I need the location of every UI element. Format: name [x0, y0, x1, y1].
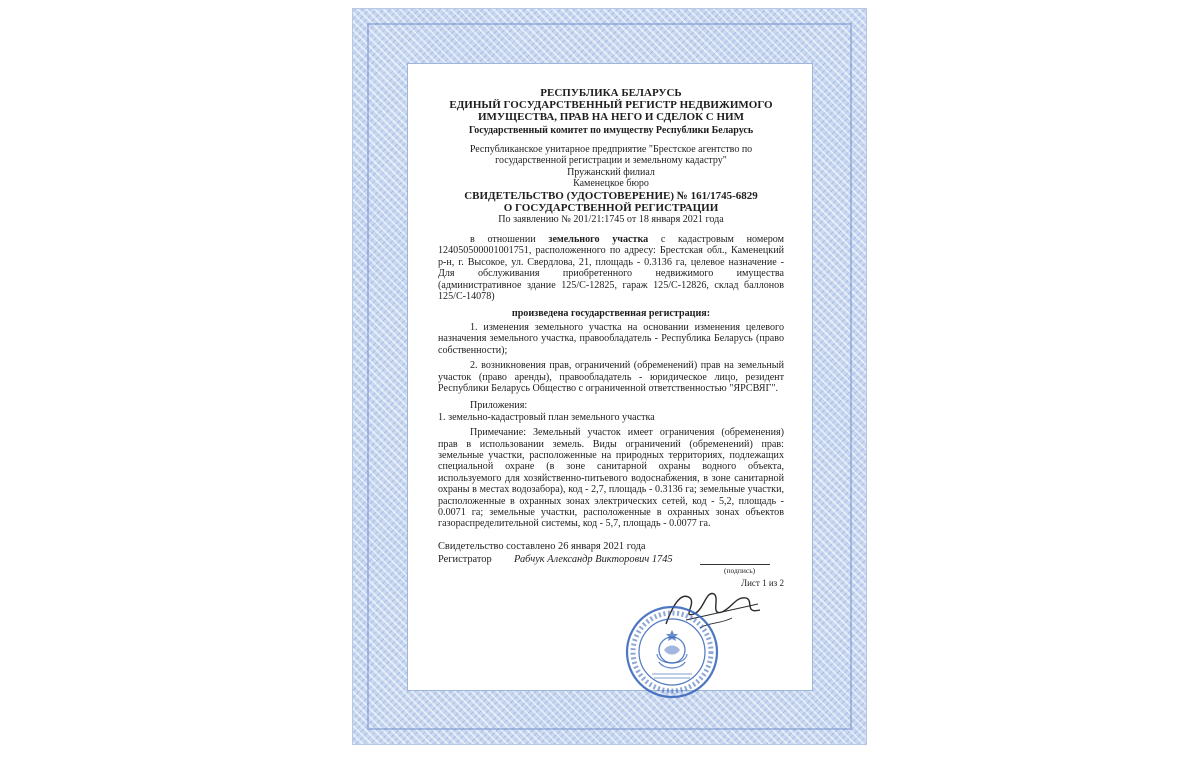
certificate-title-2: О ГОСУДАРСТВЕННОЙ РЕГИСТРАЦИИ [503, 201, 719, 214]
attachment-item-1: 1. земельно-кадастровый план земельного участка [438, 411, 655, 423]
note-paragraph: Примечание: Земельный участок имеет ограничения (обременения) прав в использовании земель. Виды ограничений (обременений) прав: земельные участки, расположенные на природных территориях, подлежащих специальной охране (в зоне санитарной охраны водного объекта, используемого для хозяйственно-питьевого водоснабжения, в зоне санитарной охраны в местах водозабора), код - 2,7, площадь - 0.3136 га; земельные участки, расположенные в охранных зонах электрических сетей, код - 5,2, площадь - 0.0071 га; земельные участки, расположенные в охранных зонах объектов газораспределительной системы, код - 5,7, площадь - 0.0077 га. [438, 427, 784, 530]
registration-item-1: 1. изменения земельного участка на основании изменения целевого назначения земельного участка, правообладатель - Республика Беларусь (право собственности); [438, 321, 784, 356]
agency-block [438, 144, 784, 190]
certificate-title-1: СВИДЕТЕЛЬСТВО (УДОСТОВЕРЕНИЕ) № 161/1745-6829 [464, 189, 758, 202]
certificate-frame [352, 8, 867, 745]
subject-intro: в отношении [470, 234, 549, 246]
agency-branch: Пружанский филиал [567, 166, 655, 178]
signature-caption: (подпись) [724, 566, 756, 576]
registrar-name: Рабчук Александр Викторович 1745 [514, 554, 673, 566]
registration-item-2: 2. возникновения прав, ограничений (обременений) прав на земельный участок (право аренды), правообладатель - юридическое лицо, резидент Республики Беларусь Общество с ограниченной ответственностью "ЯРСВЯГ". [438, 360, 784, 394]
agency-line-2: государственной регистрации и земельному кадастру" [495, 155, 727, 167]
attachments-label: Приложения: [470, 400, 528, 412]
stamp-seal [624, 604, 720, 700]
agency-line-1: Республиканское унитарное предприятие "Брестское агентство по [469, 144, 753, 155]
registrar-label: Регистратор [438, 554, 492, 566]
agency-bureau: Каменецкое бюро [573, 178, 649, 190]
application-line: По заявлению № 201/21:1745 от 18 января 2021 года [498, 213, 724, 225]
registration-heading: произведена государственная регистрация: [511, 308, 711, 320]
page-counter: Лист 1 из 2 [741, 578, 784, 589]
issued-date: Свидетельство составлено 26 января 2021 года [438, 540, 646, 552]
subject-object: земельного участка [548, 234, 649, 246]
committee-name: Государственный комитет по имуществу Республики Беларусь [468, 125, 754, 136]
registrar-row [438, 554, 784, 576]
header-line-2: ЕДИНЫЙ ГОСУДАРСТВЕННЫЙ РЕГИСТР НЕДВИЖИМОГО [449, 99, 773, 111]
header-line-3: ИМУЩЕСТВА, ПРАВ НА НЕГО И СДЕЛОК С НИМ [478, 111, 744, 123]
subject-details: с кадастровым номером 124050500001001751, расположенного по адресу: Брестская обл., Каменецкий р-н, г. Высокое, ул. Свердлова, 21, площадь - 0.3136 га, целевое назначение - Для обслуживания приобретенного недвижимого имущества (административное здание 125/С-12825, гараж 125/С-12826, склад баллонов 125/С-14078) [438, 234, 785, 303]
subject-paragraph [438, 234, 784, 302]
header-line-1: РЕСПУБЛИКА БЕЛАРУСЬ [540, 87, 682, 99]
certificate-text [438, 87, 784, 590]
